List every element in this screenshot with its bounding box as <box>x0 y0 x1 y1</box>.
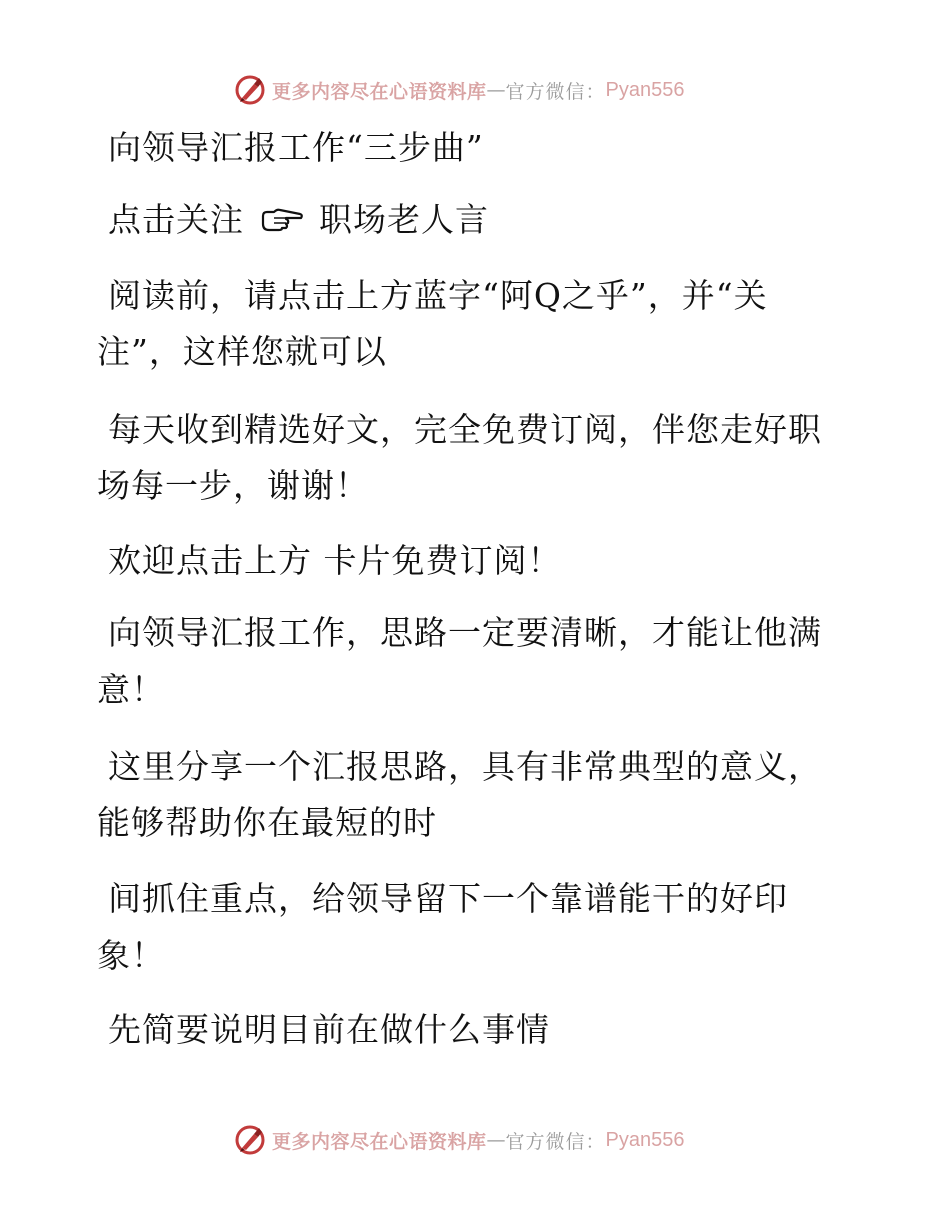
watermark-separator: — <box>486 79 506 101</box>
paragraph-7: 先简要说明目前在做什么事情 <box>108 1010 550 1049</box>
watermark-wechat-label: 官方微信： <box>505 80 606 103</box>
watermark-site-text: 更多内容尽在心语资料库 <box>272 1130 487 1153</box>
watermark-wechat-id: Pyan556 <box>605 1128 685 1151</box>
paragraph-6-line-2: 象！ <box>97 936 165 975</box>
paragraph-4-line-1: 向领导汇报工作，思路一定要清晰，才能让他满 <box>108 613 822 652</box>
paragraph-4-line-2: 意！ <box>97 670 165 709</box>
follow-prefix: 点击关注 <box>108 200 244 239</box>
pointing-hand-icon <box>260 206 304 232</box>
follow-account: 职场老人言 <box>319 200 489 239</box>
follow-line <box>108 200 489 240</box>
paragraph-1-line-2: 注”，这样您就可以 <box>97 332 387 371</box>
paragraph-5-line-1: 这里分享一个汇报思路，具有非常典型的意义， <box>108 747 822 786</box>
paragraph-2-line-2: 场每一步，谢谢！ <box>97 466 369 505</box>
paragraph-6-line-1: 间抓住重点，给领导留下一个靠谱能干的好印 <box>108 879 788 918</box>
paragraph-2-line-1: 每天收到精选好文，完全免费订阅，伴您走好职 <box>108 410 822 449</box>
pen-logo-icon <box>234 1124 266 1156</box>
watermark-site-text: 更多内容尽在心语资料库 <box>272 80 487 103</box>
footer-watermark <box>234 1123 685 1157</box>
header-watermark <box>234 73 685 107</box>
watermark-wechat-id: Pyan556 <box>605 78 685 101</box>
watermark-separator: — <box>486 1129 506 1151</box>
paragraph-1-line-1: 阅读前，请点击上方蓝字“阿Q之乎”，并“关 <box>108 276 768 315</box>
article-title: 向领导汇报工作“三步曲” <box>108 128 484 167</box>
watermark-wechat-label: 官方微信： <box>505 1130 606 1153</box>
paragraph-3: 欢迎点击上方 卡片免费订阅！ <box>108 541 562 580</box>
paragraph-5-line-2: 能够帮助你在最短的时 <box>97 803 437 842</box>
pen-logo-icon <box>234 74 266 106</box>
